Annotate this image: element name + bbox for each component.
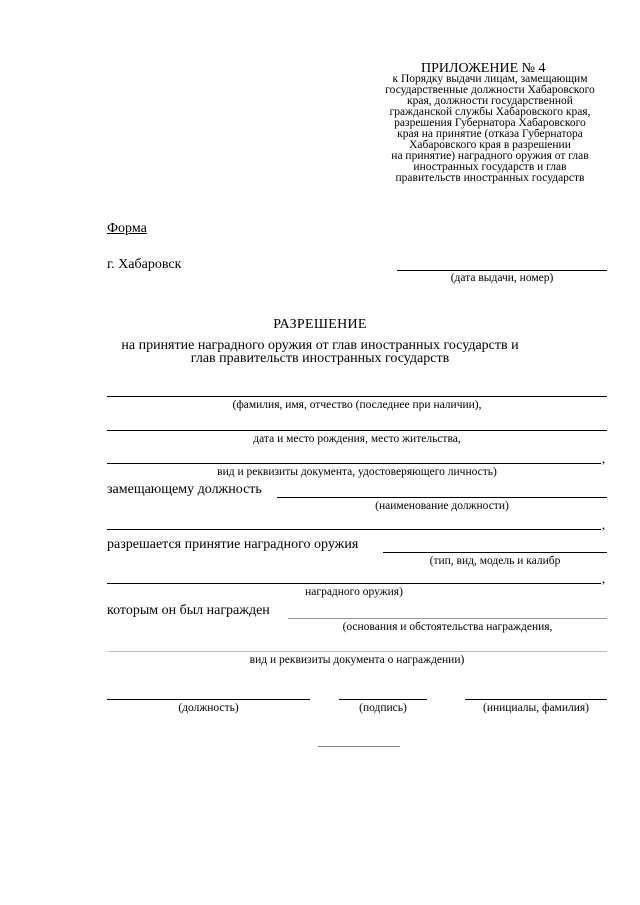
id-doc-line[interactable] [107,463,601,464]
birth-caption: дата и место рождения, место жительства, [253,433,461,445]
award-doc-line[interactable] [107,651,607,652]
grounds-line[interactable] [288,618,607,619]
awarded-label: которым он был награжден [107,603,270,618]
document-subtitle [0,339,640,365]
city-label: г. Хабаровск [107,257,182,272]
comma: , [602,451,606,466]
appendix-line: иностранных государств и глав [413,161,567,173]
signature-sign-line[interactable] [339,699,427,700]
appendix-line: гражданской службы Хабаровского края, [389,106,591,118]
fio-caption: (фамилия, имя, отчество (последнее при наличии), [232,399,482,411]
signature-sign-caption: (подпись) [359,702,407,714]
comma: , [602,571,606,586]
award-doc-caption: вид и реквизиты документа о награждении) [249,654,465,666]
birth-line[interactable] [107,430,607,431]
date-caption: (дата выдачи, номер) [450,272,554,284]
appendix-line: к Порядку выдачи лицам, замещающим [392,73,588,85]
weapon-type-line[interactable] [383,552,607,553]
signature-initials-line[interactable] [465,699,607,700]
comma: , [602,517,606,532]
appendix-text [360,74,620,184]
appendix-line: на принятие) наградного оружия от глав [391,150,589,162]
position-line[interactable] [277,497,607,498]
document-title: РАЗРЕШЕНИЕ [273,317,367,332]
signature-position-line[interactable] [107,699,310,700]
appendix-title: ПРИЛОЖЕНИЕ № 4 [421,61,546,76]
position-label: замещающему должность [107,482,262,497]
signature-position-caption: (должность) [178,702,239,714]
signature-initials-caption: (инициалы, фамилия) [482,702,590,714]
appendix-line: государственные должности Хабаровского [385,84,595,96]
weapon-type-caption: (тип, вид, модель и калибр [429,555,561,567]
appendix-line: правительств иностранных государств [395,172,585,184]
appendix-line: края на принятие (отказа Губернатора [397,128,583,140]
end-divider [318,746,400,747]
subtitle-line: глав правительств иностранных государств [190,351,450,366]
id-doc-caption: вид и реквизиты документа, удостоверяющего личность) [217,466,497,478]
fio-line[interactable] [107,396,607,397]
weapon-caption: наградного оружия) [305,586,403,598]
appendix-line: Хабаровского края в разрешении [409,139,571,151]
permitted-label: разрешается принятие наградного оружия [107,537,359,552]
subtitle-line: на принятие наградного оружия от глав иностранных государств и [121,338,519,353]
date-line[interactable] [397,270,607,271]
weapon-line[interactable] [107,583,601,584]
position-caption: (наименование должности) [375,500,509,512]
form-label: Форма [107,221,147,236]
grounds-caption: (основания и обстоятельства награждения, [342,621,553,633]
appendix-line: края, должности государственной [407,95,573,107]
position-extra-line[interactable] [107,529,601,530]
appendix-line: разрешения Губернатора Хабаровского [394,117,586,129]
